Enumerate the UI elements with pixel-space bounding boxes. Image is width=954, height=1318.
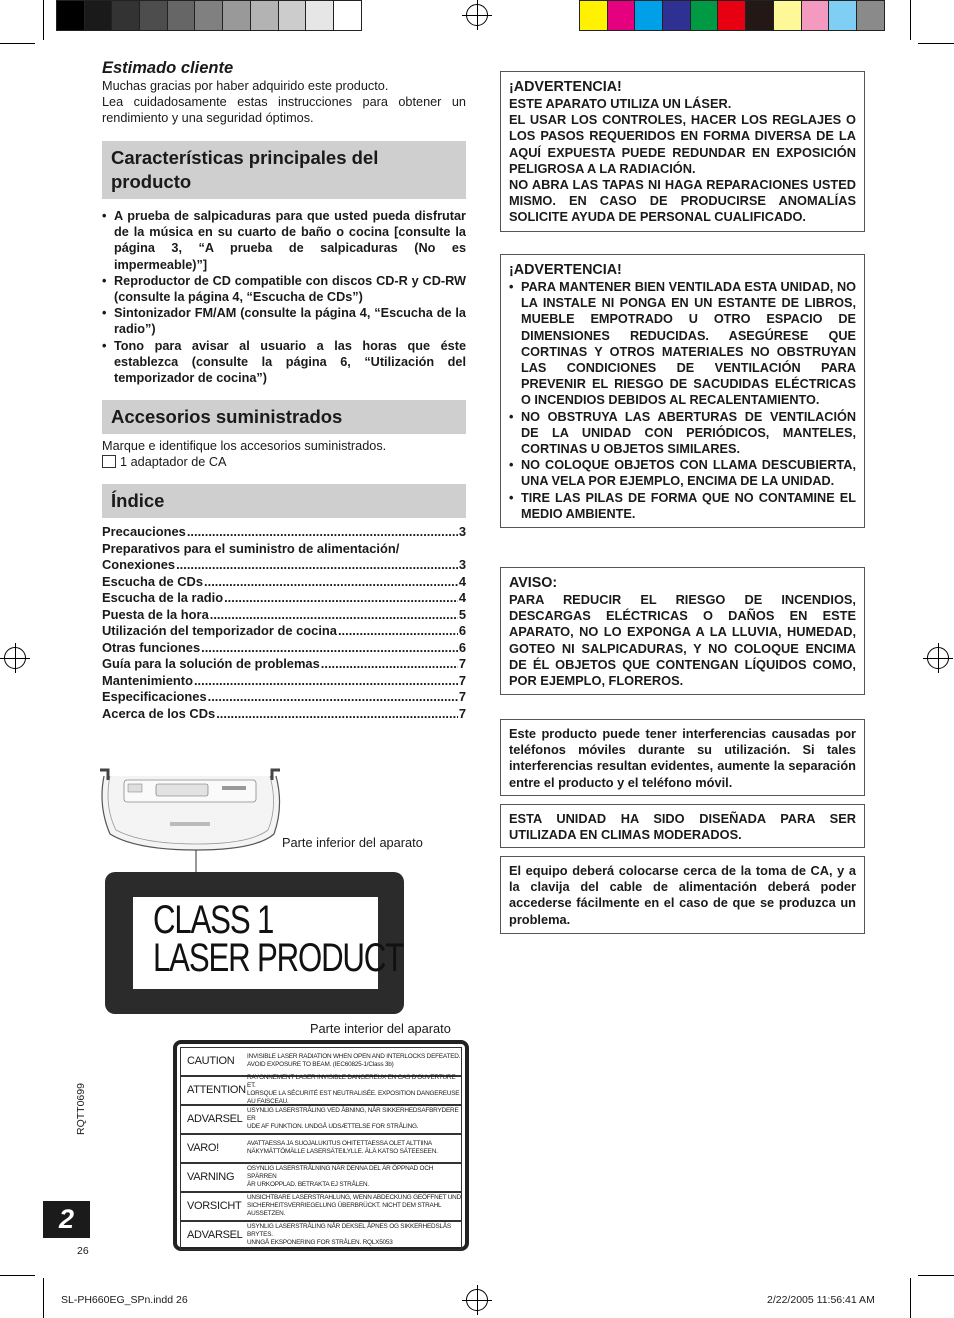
color-swatch: [662, 0, 691, 31]
warning-text: EL USAR LOS CONTROLES, HACER LOS REGLAJES O LOS PASOS REQUERIDOS EN FORMA DIVERSA DE LA AQUÍ EXPUESTA PUEDE REDUNDAR EN EXPOSICIÓN PELIGROSA A LA RADIACIÓN.: [509, 112, 856, 176]
warning-title: ¡ADVERTENCIA!: [509, 79, 622, 95]
toc-entry[interactable]: Acerca de los CDs ..... 7: [102, 706, 466, 723]
color-swatch: [828, 0, 857, 31]
registration-mark-icon: [4, 647, 26, 669]
color-swatch: [84, 0, 113, 31]
label-row: VORSICHT UNSICHTBARE LASERSTRAHLUNG, WENN ABDECKUNG GEÖFFNET UND SICHERHEITSVERRIEGELUNG ÜBERBRÜCKT. NICHT DEM STRAHL AUSSETZEN.: [180, 1192, 462, 1221]
list-item: • NO COLOQUE OBJETOS CON LLAMA DESCUBIERTA, UNA VELA POR EJEMPLO, ENCIMA DE LA UNIDAD.: [509, 457, 856, 489]
power-box: [500, 856, 865, 934]
toc-entry[interactable]: Puesta de la hora ..... 5: [102, 607, 466, 624]
greeting-title: Estimado cliente: [102, 59, 234, 77]
accessory-checkbox[interactable]: [102, 455, 116, 468]
features-list: [102, 208, 466, 386]
color-swatch: [305, 0, 334, 31]
laser-warning-box: [500, 71, 865, 232]
list-item: • Reproductor de CD compatible con discos CD-R y CD-RW (consulte la página 4, “Escucha de CDs”): [102, 273, 466, 305]
color-swatch: [717, 0, 746, 31]
notice-text: PARA REDUCIR EL RIESGO DE INCENDIOS, DESCARGAS ELÉCTRICAS O DAÑOS EN ESTE APARATO, NO LO EXPONGA A LA LLUVIA, HUMEDAD, GOTEO NI SALPICADURAS, Y NO COLOQUE ENCIMA DE ÉL OBJETOS QUE CONTENGAN LÍQUIDOS COMO, POR EJEMPLO, FLOREROS.: [509, 592, 856, 689]
label-row: VARO! AVATTAESSA JA SUOJALUKITUS OHITETTAESSA OLET ALTTIINA NÄKYMÄTTÖMÄLLE LASERSÄTEILYLLE. ÄLÄ KATSO SÄTEESEEN.: [180, 1134, 462, 1163]
label-row: ADVARSEL USYNLIG LASERSTRÅLING VED ÅBNING, NÅR SIKKERHEDSAFBRYDERE ER UDE AF FUNKTION. UNDGÅ UDSÆTTELSE FOR STRÅLING.: [180, 1105, 462, 1134]
label-row: ADVARSEL USYNLIG LASERSTRÅLING NÅR DEKSEL ÅPNES OG SIKKERHEDSLÅS BRYTES. UNNGÅ EKSPONERING FOR STRÅLEN. RQLX5053: [180, 1221, 462, 1250]
warning-title: ¡ADVERTENCIA!: [509, 262, 622, 278]
toc-entry[interactable]: Preparativos para el suministro de alimentación/: [102, 540, 400, 556]
color-swatch: [56, 0, 85, 31]
registration-mark-icon: [927, 647, 949, 669]
crop-mark: [918, 1275, 954, 1276]
toc-entry[interactable]: Escucha de CDs ..... 4: [102, 574, 466, 591]
interior-caption: Parte interior del aparato: [310, 1021, 451, 1036]
accessory-item: [102, 454, 466, 470]
toc-entry[interactable]: Guía para la solución de problemas ..... 7: [102, 656, 466, 673]
toc-entry-continued[interactable]: Conexiones ..... 3: [102, 557, 466, 574]
climate-text: ESTA UNIDAD HA SIDO DISEÑADA PARA SER UTILIZADA EN CLIMAS MODERADOS.: [509, 811, 856, 843]
color-swatch: [579, 0, 608, 31]
interference-text: Este producto puede tener interferencias causadas por teléfonos móviles durante su utilización. Si tales interferencias resultan evidentes, aumente la separación entre el producto y el teléfono móvil.: [509, 726, 856, 790]
color-swatch-bar: [580, 0, 885, 31]
warning-text: NO ABRA LAS TAPAS NI HAGA REPARACIONES USTED MISMO. EN CASO DE PRODUCIRSE ANOMALÍAS SOLICITE AYUDA DE PERSONAL CUALIFICADO.: [509, 177, 856, 225]
power-text: El equipo deberá colocarse cerca de la toma de CA, y a la clavija del cable de alimentación deberá poder accederse fácilmente en el caso de que se produzca un problema.: [509, 863, 856, 927]
toc-entry[interactable]: Mantenimiento ..... 7: [102, 673, 466, 690]
color-swatch: [250, 0, 279, 31]
color-swatch: [745, 0, 774, 31]
footer-filename: SL-PH660EG_SPn.indd 26: [61, 1294, 188, 1306]
table-of-contents: [102, 524, 466, 722]
crop-mark: [43, 1278, 44, 1318]
page-number: 26: [77, 1245, 89, 1257]
color-swatch: [690, 0, 719, 31]
color-swatch: [333, 0, 362, 31]
toc-entry[interactable]: Utilización del temporizador de cocina ..... 6: [102, 623, 466, 640]
class1-line-1: CLASS 1: [153, 898, 274, 942]
color-swatch: [278, 0, 307, 31]
gray-swatch-bar: [57, 0, 362, 31]
notice-title: AVISO:: [509, 575, 558, 591]
greeting-line-2: Lea cuidadosamente estas instrucciones para obtener un rendimiento y una seguridad óptimos.: [102, 95, 466, 125]
climate-box: [500, 804, 865, 848]
warning-list: [509, 279, 856, 522]
list-item: • Sintonizador FM/AM (consulte la página 4, “Escucha de la radio”): [102, 305, 466, 337]
footer-timestamp: 2/22/2005 11:56:41 AM: [767, 1294, 875, 1306]
features-heading: Características principales del producto: [102, 141, 466, 199]
registration-mark-icon: [466, 1289, 488, 1311]
class1-line-2: LASER PRODUCT: [153, 936, 404, 980]
crop-mark: [918, 43, 954, 44]
toc-entry[interactable]: Especificaciones ..... 7: [102, 689, 466, 706]
index-heading: Índice: [102, 484, 466, 518]
accessory-label: 1 adaptador de CA: [120, 455, 227, 470]
toc-entry[interactable]: Otras funciones ..... 6: [102, 640, 466, 657]
crop-mark: [0, 1275, 35, 1276]
list-item: • PARA MANTENER BIEN VENTILADA ESTA UNIDAD, NO LA INSTALE NI PONGA EN UN ESTANTE DE LIBROS, MUEBLE EMPOTRADO U OTRO ESPACIO DE DIMENSIONES REDUCIDAS. ASEGÚRESE QUE CORTINAS Y OTROS MATERIALES NO OBSTRUYAN LAS CONDICIONES DE VENTILACIÓN PARA PREVENIR EL RIESGO DE SACUDIDAS ELÉCTRICAS O INCENDIOS DEBIDOS AL RECALENTAMIENTO.: [509, 279, 856, 409]
ventilation-warning-box: [500, 254, 865, 528]
greeting-line-1: Muchas gracias por haber adquirido este producto.: [102, 79, 389, 93]
warning-text: ESTE APARATO UTILIZA UN LÁSER.: [509, 96, 732, 111]
label-row: CAUTION INVISIBLE LASER RADIATION WHEN OPEN AND INTERLOCKS DEFEATED. AVOID EXPOSURE TO BEAM. (IEC60825-1/Class 3b): [180, 1047, 462, 1076]
list-item: • TIRE LAS PILAS DE FORMA QUE NO CONTAMINE EL MEDIO AMBIENTE.: [509, 490, 856, 522]
color-swatch: [801, 0, 830, 31]
color-swatch: [194, 0, 223, 31]
color-swatch: [111, 0, 140, 31]
color-swatch: [773, 0, 802, 31]
crop-mark: [910, 0, 911, 40]
color-swatch: [222, 0, 251, 31]
crop-mark: [43, 0, 44, 40]
page-tab: 2: [43, 1201, 90, 1238]
crop-mark: [910, 1278, 911, 1318]
list-item: • A prueba de salpicaduras para que usted pueda disfrutar de la música en su cuarto de baño o cocina [consulte la página 3, “A prueba de salpicaduras (No es impermeable)”]: [102, 208, 466, 273]
accessories-heading: Accesorios suministrados: [102, 400, 466, 434]
color-swatch: [607, 0, 636, 31]
list-item: • Tono para avisar al usuario a las horas que éste establezca (consulte la página 6, “Utilización del temporizador de cocina”): [102, 338, 466, 387]
crop-mark: [0, 43, 35, 44]
laser-caution-label: [173, 1040, 469, 1251]
label-row: ATTENTION RAYONNEMENT LASER INVISIBLE DANGEREUX EN CAS D'OUVERTURE ET. LORSQUE LA SÉCURITÉ EST NEUTRALISÉE. EXPOSITION DANGEREUSE AU FAISCEAU.: [180, 1076, 462, 1105]
color-swatch: [634, 0, 663, 31]
bottom-caption: Parte inferior del aparato: [282, 835, 423, 850]
notice-box: [500, 567, 865, 695]
document-code: RQTT0699: [75, 1083, 87, 1135]
device-bottom-illustration: [96, 766, 286, 876]
color-swatch: [167, 0, 196, 31]
class1-label: [133, 897, 404, 989]
accessories-intro: Marque e identifique los accesorios suministrados.: [102, 439, 387, 454]
toc-entry[interactable]: Escucha de la radio ..... 4: [102, 590, 466, 607]
color-swatch: [139, 0, 168, 31]
list-item: • NO OBSTRUYA LAS ABERTURAS DE VENTILACIÓN DE LA UNIDAD CON PERIÓDICOS, MANTELES, CORTINAS U OBJETOS SIMILARES.: [509, 409, 856, 458]
interference-box: [500, 719, 865, 796]
registration-mark-icon: [466, 4, 488, 26]
color-swatch: [856, 0, 885, 31]
toc-entry[interactable]: Precauciones ..... 3: [102, 524, 466, 541]
label-row: VARNING OSYNLIG LASERSTRÅLNING NÄR DENNA DEL ÄR ÖPPNAD OCH SPÄRREN ÄR URKOPPLAD. BETRAKTA EJ STRÅLEN.: [180, 1163, 462, 1192]
left-column: [102, 58, 466, 722]
